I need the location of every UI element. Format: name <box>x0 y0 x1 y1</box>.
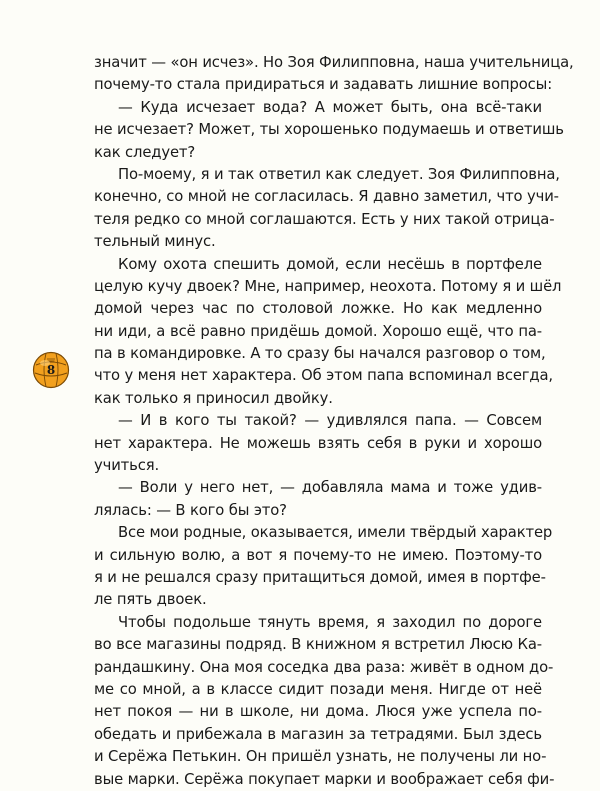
text-line: По-моему, я и так ответил как следует. Зоя Филипповна, <box>118 165 560 183</box>
text-line: тельный минус. <box>94 233 216 251</box>
text-line: ле пять двоек. <box>94 591 207 609</box>
text-line: па в командировке. А то сразу бы начался разговор о том, <box>94 345 546 363</box>
text-line: лялась: — В кого бы это? <box>94 501 287 519</box>
text-line: обедать и прибежала в магазин за тетрадями. Был здесь <box>94 725 542 743</box>
text-line: нет покоя — ни в школе, ни дома. Люся уже успела по- <box>94 703 542 721</box>
text-line: как только я приносил двойку. <box>94 389 333 407</box>
text-line: — Воли у него нет, — добавляла мама и тоже удив- <box>118 479 542 497</box>
text-line: — И в кого ты такой? — удивлялся папа. — Совсем <box>118 412 542 430</box>
text-line: теля редко со мной соглашаются. Есть у них такой отрица- <box>94 210 555 228</box>
text-line: Кому охота спешить домой, если несёшь в портфеле <box>118 255 542 273</box>
text-line: почему-то стала придираться и задавать лишние вопросы: <box>94 76 553 94</box>
text-line: ме со мной, а в классе сидит позади меня. Нигде от неё <box>94 680 542 698</box>
text-line: нет характера. Не можешь взять себя в руки и хорошо <box>94 434 542 452</box>
text-line: вые марки. Серёжа покупает марки и воображает себя фи- <box>94 770 555 788</box>
text-line: как следует? <box>94 143 196 161</box>
text-line: учиться. <box>94 457 159 475</box>
page-number: 8 <box>46 363 56 377</box>
text-line: и Серёжа Петькин. Он пришёл узнать, не получены ли но- <box>94 748 547 766</box>
text-line: что у меня нет характера. Об этом папа вспоминал всегда, <box>94 367 553 385</box>
text-line: конечно, со мной не согласилась. Я давно заметил, что учи- <box>94 188 559 206</box>
text-line: и сильную волю, а вот я почему-то не имею. Поэтому-то <box>94 546 542 564</box>
text-line: — Куда исчезает вода? А может быть, она всё-таки <box>118 98 542 116</box>
body-text <box>94 52 574 791</box>
text-line: рандашкину. Она моя соседка два раза: живёт в одном до- <box>94 658 554 676</box>
text-line: ни иди, а всё равно придёшь домой. Хорошо ещё, что па- <box>94 322 542 340</box>
text-line: во все магазины подряд. В книжном я встретил Люсю Ка- <box>94 636 542 654</box>
text-line: целую кучу двоек? Мне, например, неохота. Потому я и шёл <box>94 277 562 295</box>
text-line: значит — «он исчез». Но Зоя Филипповна, наша учительница, <box>94 54 574 71</box>
text-line: Все мои родные, оказывается, имели твёрдый характер <box>118 524 553 542</box>
text-line: домой через час по столовой ложке. Но как медленно <box>94 300 542 318</box>
text-line: я и не решался сразу притащиться домой, имея в портфе- <box>94 568 546 586</box>
text-line: Чтобы подольше тянуть время, я заходил по дороге <box>118 613 542 631</box>
text-line: не исчезает? Может, ты хорошенько подумаешь и ответишь <box>94 121 564 139</box>
